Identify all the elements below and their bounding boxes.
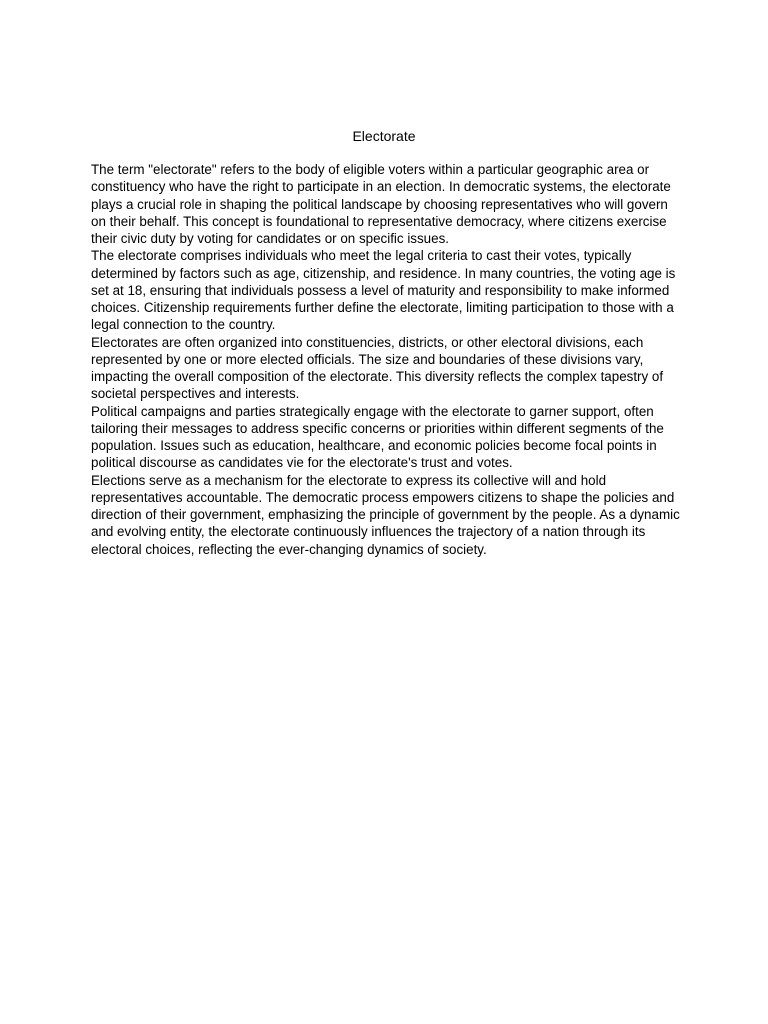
paragraph: Political campaigns and parties strategically engage with the electorate to garner support, often tailoring their messages to address specific concerns or priorities within different segments of the population. Issues such as education, healthcare, and economic policies become focal points in political discourse as candidates vie for the electorate's trust and votes. (91, 403, 664, 471)
paragraph: Electorates are often organized into constituencies, districts, or other electoral divisions, each represented by one or more elected officials. The size and boundaries of these divisions vary, impacting the overall composition of the electorate. This diversity reflects the complex tapestry of societal perspectives and interests. (91, 334, 664, 402)
paragraph: The term "electorate" refers to the body of eligible voters within a particular geographic area or constituency who have the right to participate in an election. In democratic systems, the electorate plays a crucial role in shaping the political landscape by choosing representatives who will govern on their behalf. This concept is foundational to representative democracy, where citizens exercise their civic duty by voting for candidates or on specific issues. (91, 162, 671, 246)
document-body (91, 161, 681, 558)
paragraph: The electorate comprises individuals who meet the legal criteria to cast their votes, typically determined by factors such as age, citizenship, and residence. In many countries, the voting age is set at 18, ensuring that individuals possess a level of maturity and responsibility to make informed choices. Citizenship requirements further define the electorate, limiting participation to those with a legal connection to the country. (91, 248, 676, 333)
paragraph: Elections serve as a mechanism for the electorate to express its collective will and hold representatives accountable. The democratic process empowers citizens to shape the policies and direction of their government, emphasizing the principle of government by the people. As a dynamic and evolving entity, the electorate continuously influences the trajectory of a nation through its electoral choices, reflecting the ever-changing dynamics of society. (91, 472, 680, 557)
document-title: Electorate (352, 128, 416, 144)
